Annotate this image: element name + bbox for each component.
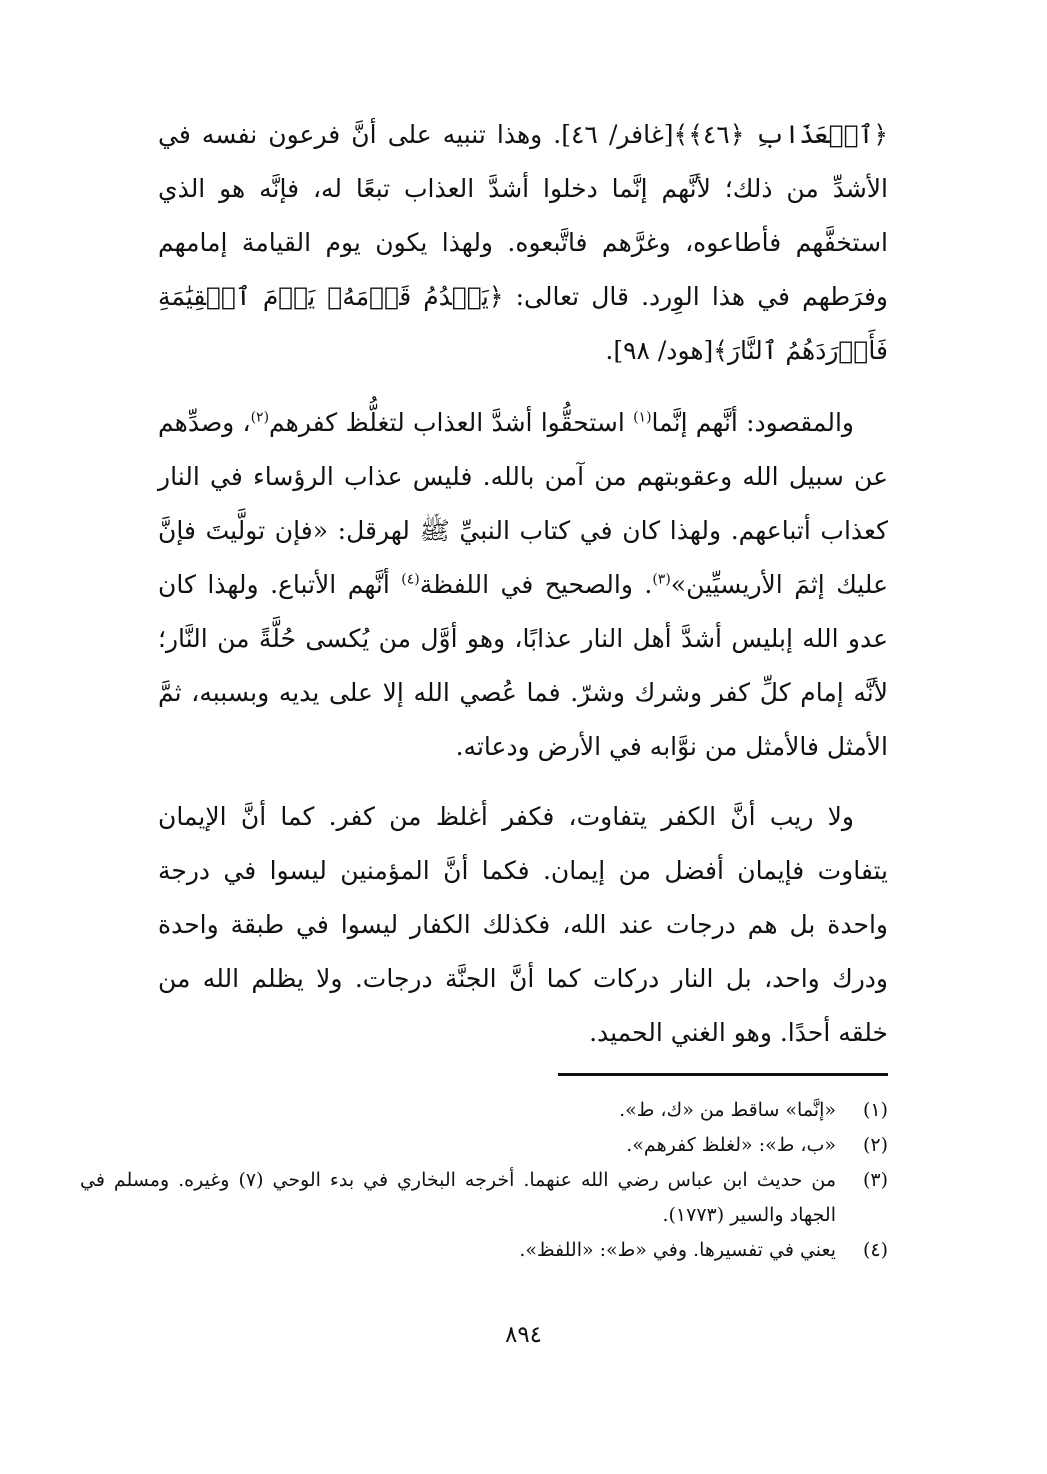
paragraph-1 [158, 108, 888, 378]
footnote-number: (٣) [862, 1169, 888, 1191]
footnote-item-1 [80, 1093, 888, 1128]
paragraph-2 [158, 396, 888, 774]
paragraph-2-segment: ، وصدِّهم عن سبيل الله وعقوبتهم من آمن بالله. فليس عذاب الرؤساء في النار كعذاب أتباعهم. ولهذا كان في كتاب النبيِّ ﷺ لهرقل: «فإن تولَّيتَ فإنَّ عليك إثمَ الأريسيِّين» [158, 408, 889, 599]
footnote-ref-1[interactable]: (١) [633, 409, 652, 426]
paragraph-2-segment: أنَّهم الأتباع. ولهذا كان عدو الله إبليس أشدَّ أهل النار عذابًا، وهو أوَّل من يُكسى حُلَّةً من النَّار؛ لأنَّه إمام كلِّ كفر وشرك وشرّ. فما عُصي الله إلا على يديه وبسببه، ثمَّ الأمثل فالأمثل من نوَّابه في الأرض ودعاته. [158, 570, 888, 761]
footnote-number: (٤) [862, 1239, 888, 1261]
footnote-item-3 [80, 1163, 888, 1233]
paragraph-2-text [158, 396, 888, 774]
footnote-number: (٢) [862, 1134, 888, 1156]
footnotes-list [80, 1093, 888, 1268]
footnote-text: يعني في تفسيرها. وفي «ط»: «اللفظ». [519, 1239, 836, 1261]
footnote-ref-3[interactable]: (٣) [652, 571, 671, 588]
paragraph-3-text: ولا ريب أنَّ الكفر يتفاوت، فكفر أغلظ من كفر. كما أنَّ الإيمان يتفاوت فإيمان أفضل من إيمان. فكما أنَّ المؤمنين ليسوا في درجة واحدة بل هم درجات عند الله، فكذلك الكفار ليسوا في طبقة واحدة ودرك واحد، بل النار دركات كما أنَّ الجنَّة درجات. ولا يظلم الله من خلقه أحدًا. وهو الغني الحميد. [158, 802, 888, 1047]
footnote-item-2 [80, 1128, 888, 1163]
paragraph-1-text: ﴿ٱلۡعَذَابِ ﴿٤٦﴾﴾[غافر/ ٤٦]. وهذا تنبيه على أنَّ فرعون نفسه في الأشدِّ من ذلك؛ لأنَّهم إنَّما دخلوا أشدَّ العذاب تبعًا له، فإنَّه هو الذي استخفَّهم فأطاعوه، وغرَّهم فاتَّبعوه. ولهذا يكون يوم القيامة إمامهم وفرَطهم في هذا الوِرد. قال تعالى: ﴿يَقۡدُمُ قَوۡمَهُۥ يَوۡمَ ٱلۡقِيَٰمَةِ فَأَوۡرَدَهُمُ ٱلنَّارَ﴾[هود/ ٩٨]. [158, 120, 888, 365]
footnote-item-4 [80, 1233, 888, 1268]
footnote-text: «إنَّما» ساقط من «ك، ط». [619, 1099, 836, 1121]
paragraph-2-segment: . والصحيح في اللفظة [419, 570, 653, 599]
paragraph-2-segment: والمقصود: أنَّهم إنَّما [651, 408, 854, 437]
footnote-text: من حديث ابن عباس رضي الله عنهما. أخرجه البخاري في بدء الوحي (٧) وغيره. ومسلم في الجهاد والسير (١٧٧٣). [80, 1169, 836, 1226]
paragraph-2-segment: استحقُّوا أشدَّ العذاب لتغلُّظ كفرهم [269, 408, 634, 437]
footnote-divider [558, 1073, 888, 1076]
footnote-ref-2[interactable]: (٢) [250, 409, 270, 426]
page-number: ٨٩٤ [504, 1322, 543, 1348]
footnote-number: (١) [862, 1099, 888, 1121]
footnote-ref-4[interactable]: (٤) [401, 571, 420, 588]
footnote-text: «ب، ط»: «لغلظ كفرهم». [626, 1134, 836, 1156]
paragraph-3 [158, 790, 888, 1060]
